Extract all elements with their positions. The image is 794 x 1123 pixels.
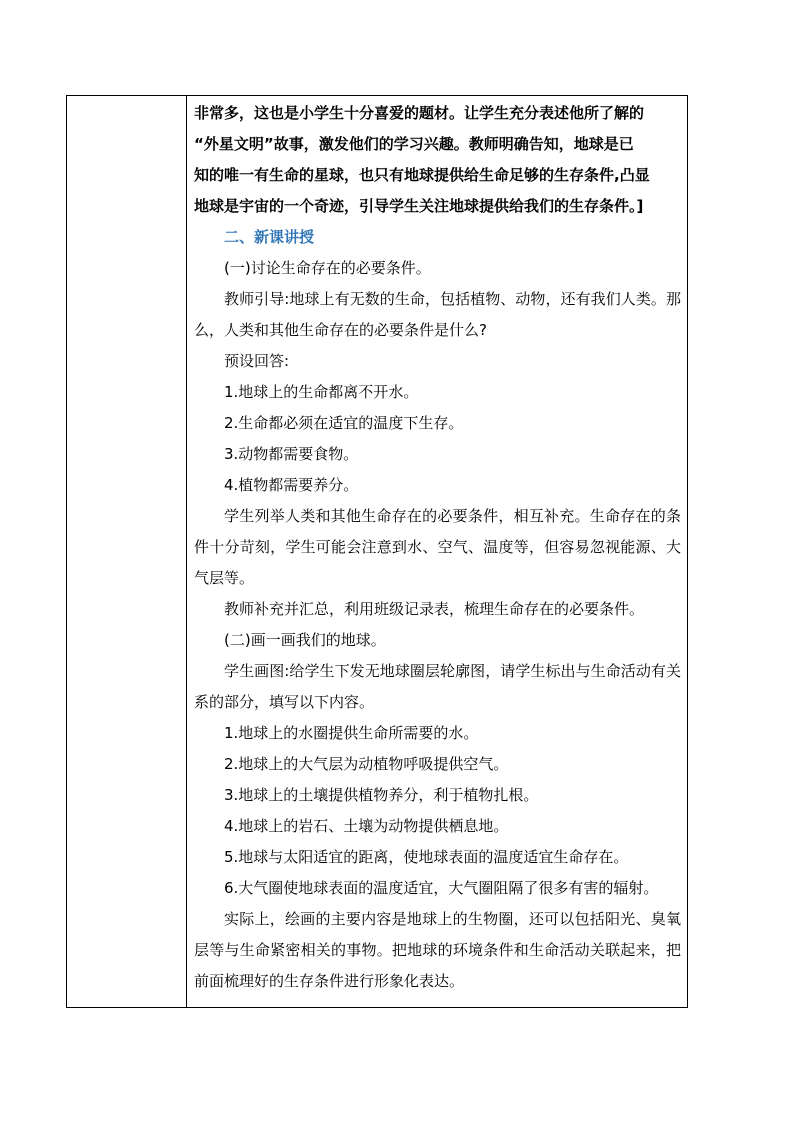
- preset-answer-1: 1.地球上的生命都离不开水。: [224, 383, 419, 401]
- draw-item-6: 6.大气圈使地球表面的温度适宜，大气圈阻隔了很多有害的辐射。: [224, 879, 659, 897]
- preset-label: 预设回答:: [224, 352, 290, 370]
- preset-answer-4: 4.植物都需要养分。: [224, 476, 359, 494]
- student-draw: 学生画图:给学生下发无地球圈层轮廓图，请学生标出与生命活动有关系的部分，填写以下内容。: [194, 662, 681, 711]
- preset-answer-3: 3.动物都需要食物。: [224, 445, 359, 463]
- intro-line-3: 知的唯一有生命的星球，也只有地球提供给生命足够的生存条件,凸显: [194, 166, 650, 184]
- section-title: 二、新课讲授: [224, 228, 315, 246]
- table-content-cell: [187, 96, 687, 1007]
- draw-item-1: 1.地球上的水圈提供生命所需要的水。: [224, 724, 479, 742]
- teacher-summary: 教师补充并汇总，利用班级记录表，梳理生命存在的必要条件。: [224, 600, 645, 618]
- preset-answer-2: 2.生命都必须在适宜的温度下生存。: [224, 414, 464, 432]
- intro-line-2: “外星文明”故事，激发他们的学习兴趣。教师明确告知，地球是已: [194, 135, 634, 153]
- draw-item-5: 5.地球与太阳适宜的距离，使地球表面的温度适宜生命存在。: [224, 848, 629, 866]
- intro-line-4: 地球是宇宙的一个奇迹，引导学生关注地球提供给我们的生存条件。]: [194, 197, 644, 215]
- conclusion: 实际上，绘画的主要内容是地球上的生物圈，还可以包括阳光、臭氧层等与生命紧密相关的事物。把地球的环境条件和生命活动关联起来，把前面梳理好的生存条件进行形象化表达。: [194, 910, 681, 990]
- draw-item-3: 3.地球上的土壤提供植物养分，利于植物扎根。: [224, 786, 539, 804]
- draw-item-2: 2.地球上的大气层为动植物呼吸提供空气。: [224, 755, 509, 773]
- part2-title: (二)画一画我们的地球。: [224, 631, 386, 649]
- part1-title: (一)讨论生命存在的必要条件。: [224, 259, 431, 277]
- intro-line-1: 非常多，这也是小学生十分喜爱的题材。让学生充分表述他所了解的: [194, 104, 645, 122]
- lesson-table: [66, 95, 688, 1008]
- teacher-guide: 教师引导:地球上有无数的生命，包括植物、动物，还有我们人类。那么，人类和其他生命存在的必要条件是什么?: [194, 290, 681, 339]
- student-list: 学生列举人类和其他生命存在的必要条件，相互补充。生命存在的条件十分苛刻，学生可能会注意到水、空气、温度等，但容易忽视能源、大气层等。: [194, 507, 681, 587]
- draw-item-4: 4.地球上的岩石、土壤为动物提供栖息地。: [224, 817, 509, 835]
- table-left-column: [67, 96, 187, 1007]
